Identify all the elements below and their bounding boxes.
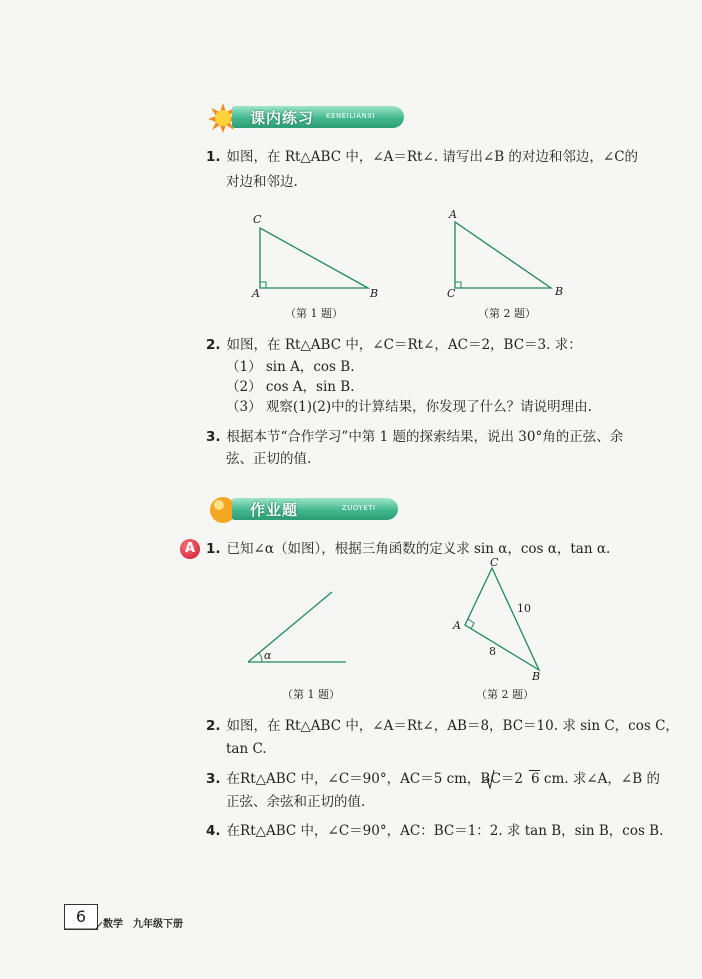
- page-number: 6: [64, 904, 98, 930]
- exercise-2-part-3: （3） 观察(1)(2)中的计算结果，你发现了什么？请说明理由.: [226, 399, 592, 415]
- fig1-label-b: B: [370, 287, 379, 300]
- fig1-label-a: A: [252, 287, 260, 300]
- section-title: 作业题: [250, 501, 299, 519]
- homework-2-line-2: tan C.: [226, 741, 267, 757]
- homework-2-line-1: 2. 如图，在 Rt△ABC 中，∠A＝Rt∠，AB＝8，BC＝10. 求 sin C，cos C，: [206, 718, 679, 734]
- fig1-label-c: C: [253, 213, 262, 226]
- fig2-label-c: C: [447, 287, 456, 300]
- fig1-caption: （第 1 题）: [285, 307, 343, 320]
- sqrt-radicand: 6: [531, 771, 540, 787]
- homework-3-line-2: 正弦、余弦和正切的值.: [226, 794, 366, 810]
- exercise-3-line-1: 3. 根据本节“合作学习”中第 1 题的探索结果，说出 30°角的正弦、余: [206, 429, 624, 445]
- hw-fig2-label-b: B: [532, 670, 541, 683]
- exercise-3-line-2: 弦、正切的值.: [226, 451, 312, 467]
- section-title: 课内练习: [250, 109, 315, 127]
- fig2-label-a: A: [449, 208, 457, 221]
- book-title: 数学 九年级下册: [103, 919, 183, 930]
- homework-3-line-1: 3. 在Rt△ABC 中，∠C＝90°，AC＝5 cm，BC＝2 6 cm. 求∠A，∠B 的: [206, 771, 660, 787]
- exercise-1-line-1: 1. 如图，在 Rt△ABC 中，∠A＝Rt∠. 请写出∠B 的对边和邻边，∠C的: [206, 149, 639, 165]
- fig2-caption: （第 2 题）: [478, 307, 536, 320]
- hw-fig2-caption: （第 2 题）: [476, 688, 534, 701]
- homework-4-line-1: 4. 在Rt△ABC 中，∠C＝90°，AC：BC＝1：2. 求 tan B，sin B，cos B.: [206, 823, 664, 839]
- hw-fig1-caption: （第 1 题）: [282, 688, 340, 701]
- section-subtitle: KENEILIANXI: [326, 112, 376, 120]
- exercise-2-part-1: （1） sin A，cos B.: [226, 359, 355, 375]
- exercise-2-line-1: 2. 如图，在 Rt△ABC 中，∠C＝Rt∠，AC＝2，BC＝3. 求：: [206, 337, 582, 353]
- fig2-label-b: B: [555, 285, 564, 298]
- hw-fig2-label-c: C: [490, 556, 499, 569]
- section-subtitle: ZUOYETI: [342, 504, 376, 512]
- alpha-label: α: [264, 649, 272, 662]
- exercise-2-part-2: （2） cos A，sin B.: [226, 379, 355, 395]
- exercise-1-line-2: 对边和邻边.: [226, 174, 298, 190]
- hw-fig2-label-a: A: [453, 619, 461, 632]
- homework-1-line-1: 1. 已知∠α（如图），根据三角函数的定义求 sin α，cos α，tan α.: [206, 541, 611, 557]
- level-a-badge-icon: A: [180, 539, 200, 559]
- side-cb-length: 10: [517, 602, 531, 615]
- side-ab-length: 8: [489, 645, 496, 658]
